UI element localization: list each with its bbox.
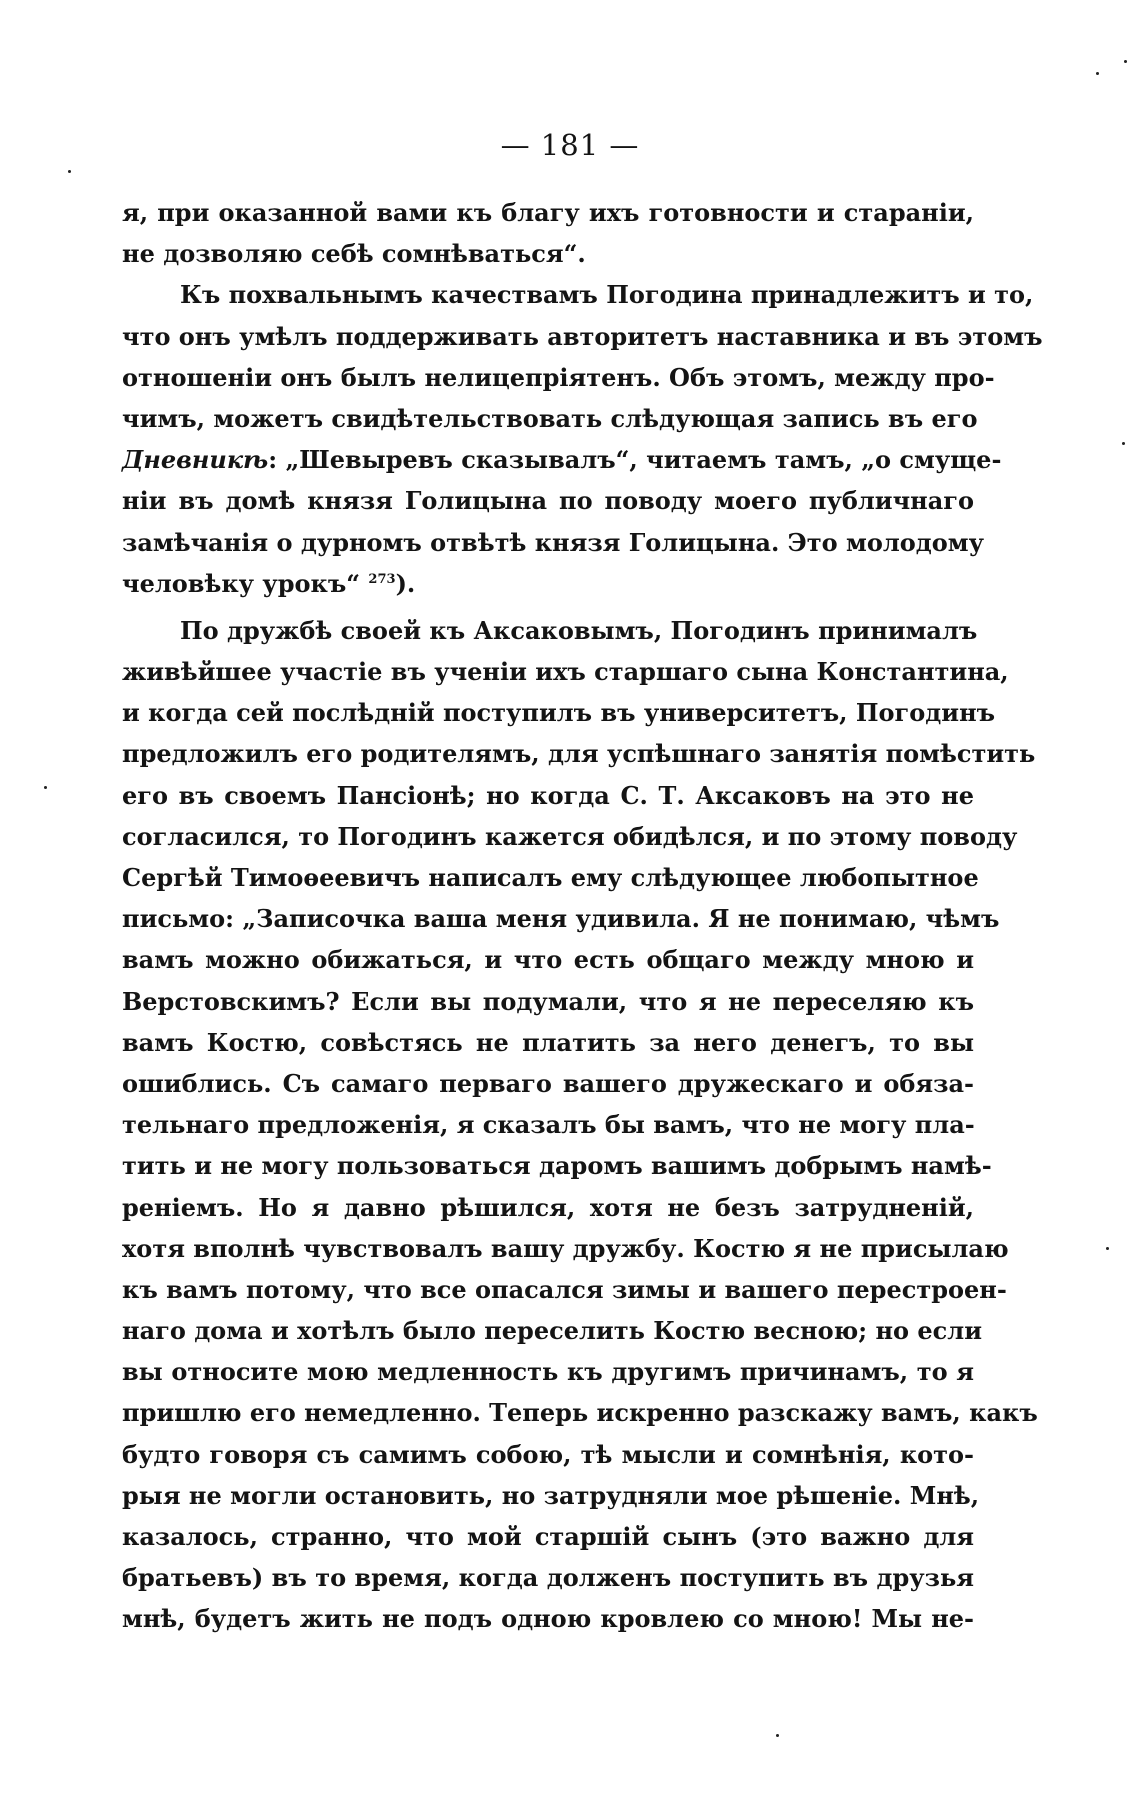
text-line: рыя не могли остановить, но затрудняли мое рѣшеніе. Мнѣ,	[122, 1480, 980, 1510]
italic-word: Дневникѣ	[122, 445, 269, 475]
scan-speck	[1124, 60, 1127, 63]
text-line: отношеніи онъ былъ нелицепріятенъ. Объ этомъ, между про-	[122, 362, 995, 392]
text-line: казалось, странно, что мой старшій сынъ (это важно для	[122, 1522, 974, 1551]
text-line: его въ своемъ Пансіонѣ; но когда С. Т. Аксаковъ на это не	[122, 780, 974, 810]
text-line: По дружбѣ своей къ Аксаковымъ, Погодинъ принималъ	[180, 615, 978, 645]
text-line: что онъ умѣлъ поддерживать авторитетъ наставника и въ этомъ	[122, 321, 1043, 351]
text-line: вамъ Костю, совѣстясь не платить за него денегъ, то вы	[122, 1027, 974, 1057]
text-line: хотя вполнѣ чувствовалъ вашу дружбу. Костю я не присылаю	[122, 1233, 1009, 1263]
text-line: Сергѣй Тимоѳеевичъ написалъ ему слѣдующее любопытное	[122, 863, 979, 892]
text-line-dnevnik	[122, 439, 1002, 480]
text-span: человѣку урокъ“	[122, 568, 369, 598]
footnote-reference: 273	[368, 571, 396, 587]
text-line: вамъ можно обижаться, и что есть общаго между мною и	[122, 945, 974, 975]
scan-speck	[776, 1734, 779, 1737]
text-line: Верстовскимъ? Если вы подумали, что я не переселяю къ	[122, 986, 974, 1016]
text-line: замѣчанія о дурномъ отвѣтѣ князя Голицына. Это молодому	[122, 527, 984, 557]
text-line: къ вамъ потому, что все опасался зимы и вашего перестроен-	[122, 1274, 1007, 1304]
text-line: письмо: „Записочка ваша меня удивила. Я не понимаю, чѣмъ	[122, 904, 1000, 934]
text-line: ніи въ домѣ князя Голицына по поводу моего публичнаго	[122, 486, 974, 516]
scan-speck	[1096, 72, 1099, 75]
text-line: чимъ, можетъ свидѣтельствовать слѣдующая запись въ его	[122, 403, 978, 433]
scan-speck	[44, 786, 47, 789]
text-span: ).	[395, 568, 416, 598]
text-line: Къ похвальнымъ качествамъ Погодина принадлежитъ и то,	[180, 280, 1034, 310]
text-line: тить и не могу пользоваться даромъ вашимъ добрымъ намѣ-	[122, 1151, 992, 1181]
scan-speck	[1122, 442, 1125, 445]
text-line: наго дома и хотѣлъ было переселить Костю весною; но если	[122, 1316, 982, 1346]
text-line: пришлю его немедленно. Теперь искренно разскажу вамъ, какъ	[122, 1398, 1038, 1428]
paragraph-1	[122, 192, 974, 274]
page-number: — 181 —	[500, 128, 640, 162]
scan-speck	[1106, 1247, 1109, 1250]
paragraph-3	[122, 610, 1038, 1640]
text-line: и когда сей послѣдній поступилъ въ университетъ, Погодинъ	[122, 698, 996, 728]
scan-speck	[68, 170, 71, 173]
text-line: предложилъ его родителямъ, для успѣшнаго занятія помѣстить	[122, 739, 1036, 769]
text-line: реніемъ. Но я давно рѣшился, хотя не безъ затрудненій,	[122, 1192, 974, 1222]
text-span: : „Шевыревъ сказывалъ“, читаемъ тамъ, „о смуще-	[268, 445, 1002, 475]
text-line: согласился, то Погодинъ кажется обидѣлся, и по этому поводу	[122, 821, 1018, 851]
text-line: вы относите мою медленность къ другимъ причинамъ, то я	[122, 1357, 974, 1387]
text-line: будто говоря съ самимъ собою, тѣ мысли и сомнѣнія, кото-	[122, 1439, 974, 1469]
text-line: мнѣ, будетъ жить не подъ одною кровлею со мною! Мы не-	[122, 1604, 974, 1634]
text-line: тельнаго предложенія, я сказалъ бы вамъ, что не могу пла-	[122, 1110, 975, 1140]
text-line: живѣйшее участіе въ ученіи ихъ старшаго сына Константина,	[122, 657, 1009, 687]
text-line: я, при оказанной вами къ благу ихъ готовности и стараніи,	[122, 198, 974, 227]
text-line: не дозволяю себѣ сомнѣваться“.	[122, 239, 586, 269]
body-text	[122, 192, 1043, 1640]
text-line: братьевъ) въ то время, когда долженъ поступить въ друзья	[122, 1563, 974, 1593]
text-line-footnote	[122, 563, 974, 604]
paragraph-2	[122, 274, 1043, 604]
text-line: ошиблись. Съ самаго перваго вашего дружескаго и обяза-	[122, 1068, 974, 1098]
